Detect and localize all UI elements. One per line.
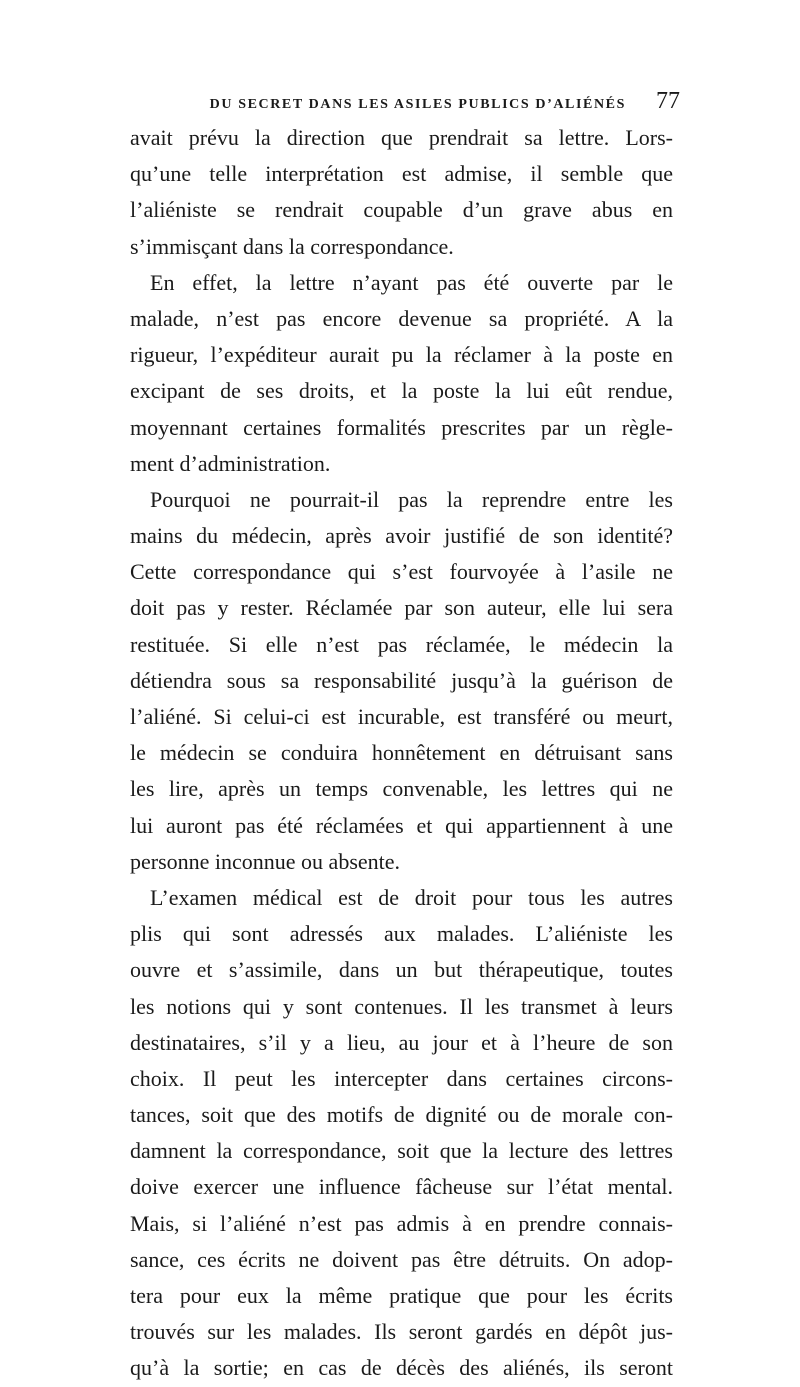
paragraph [130, 482, 673, 880]
text-line: malade, n’est pas encore devenue sa propriété. A la [130, 305, 673, 331]
text-line: sance, ces écrits ne doivent pas être détruits. On adop- [130, 1246, 673, 1272]
text-line: excipant de ses droits, et la poste la lui eût rendue, [130, 378, 673, 404]
text-line: tances, soit que des motifs de dignité ou de morale con- [130, 1102, 673, 1128]
page-body [130, 120, 673, 1387]
text-line: s’immisçant dans la correspondance. [130, 233, 454, 259]
paragraph [130, 120, 673, 265]
running-head [130, 88, 680, 118]
text-line: l’aliéniste se rendrait coupable d’un grave abus en [130, 197, 673, 223]
text-line: avait prévu la direction que prendrait sa lettre. Lors- [130, 125, 673, 150]
text-line: L’examen médical est de droit pour tous les autres [150, 884, 673, 910]
text-line: doit pas y rester. Réclamée par son auteur, elle lui sera [130, 595, 673, 621]
text-line: les lire, après un temps convenable, les lettres qui ne [130, 776, 673, 802]
text-line: Mais, si l’aliéné n’est pas admis à en prendre connais- [130, 1210, 673, 1236]
text-line: ment d’administration. [130, 450, 331, 476]
text-line: qu’une telle interprétation est admise, il semble que [130, 161, 673, 187]
text-line: les notions qui y sont contenues. Il les transmet à leurs [130, 993, 673, 1019]
running-title: DU SECRET DANS LES ASILES PUBLICS D’ALIÉNÉS [209, 97, 626, 112]
text-line: damnent la correspondance, soit que la lecture des lettres [130, 1138, 673, 1164]
text-line: restituée. Si elle n’est pas réclamée, le médecin la [130, 631, 673, 657]
page-number: 77 [656, 88, 680, 114]
paragraph [130, 880, 673, 1387]
text-line: En effet, la lettre n’ayant pas été ouverte par le [150, 269, 673, 295]
paragraph [130, 265, 673, 482]
text-line: choix. Il peut les intercepter dans certaines circons- [130, 1065, 673, 1091]
text-line: doive exercer une influence fâcheuse sur l’état mental. [130, 1174, 673, 1200]
text-line: tera pour eux la même pratique que pour les écrits [130, 1283, 673, 1308]
text-line: le médecin se conduira honnêtement en détruisant sans [130, 740, 673, 766]
text-line: lui auront pas été réclamées et qui appartiennent à une [130, 812, 673, 838]
text-line: personne inconnue ou absente. [130, 848, 401, 874]
text-line: qu’à la sortie; en cas de décès des aliénés, ils seront [130, 1355, 673, 1381]
text-line: mains du médecin, après avoir justifié de son identité? [130, 523, 673, 549]
text-line: rigueur, l’expéditeur aurait pu la réclamer à la poste en [130, 342, 673, 368]
text-line: Pourquoi ne pourrait-il pas la reprendre entre les [150, 486, 673, 512]
text-line: moyennant certaines formalités prescrites par un règle- [130, 414, 673, 440]
text-line: l’aliéné. Si celui-ci est incurable, est transféré ou meurt, [130, 704, 673, 729]
text-line: plis qui sont adressés aux malades. L’aliéniste les [130, 921, 673, 947]
text-line: Cette correspondance qui s’est fourvoyée à l’asile ne [130, 559, 673, 585]
text-line: détiendra sous sa responsabilité jusqu’à la guérison de [130, 667, 673, 693]
text-line: destinataires, s’il y a lieu, au jour et à l’heure de son [130, 1029, 673, 1055]
text-line: ouvre et s’assimile, dans un but thérapeutique, toutes [130, 957, 673, 983]
text-line: trouvés sur les malades. Ils seront gardés en dépôt jus- [130, 1319, 673, 1345]
